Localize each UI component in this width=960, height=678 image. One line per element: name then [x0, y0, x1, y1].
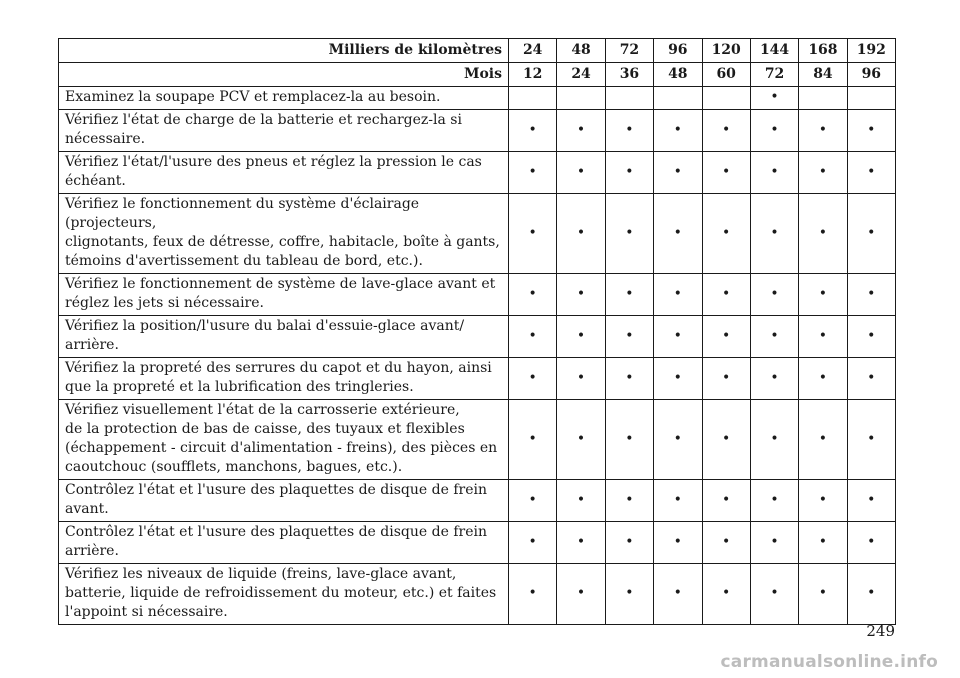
bullet-mark: •	[528, 224, 537, 241]
schedule-cell	[847, 110, 895, 152]
table-row	[59, 194, 896, 274]
bullet-mark: •	[818, 369, 828, 386]
schedule-cell	[799, 522, 847, 564]
table-row	[59, 87, 896, 110]
bullet-mark: •	[528, 430, 537, 447]
schedule-cell	[702, 358, 750, 400]
bullet-mark: •	[673, 285, 682, 302]
task-line: clignotants, feux de détresse, coffre, habitacle, boîte à gants,	[65, 234, 500, 250]
bullet-mark: •	[576, 327, 586, 344]
bullet-mark: •	[625, 533, 634, 550]
task-line: Examinez la soupape PCV et remplacez-la au besoin.	[65, 89, 441, 105]
bullet-mark: •	[818, 224, 828, 241]
schedule-cell	[557, 358, 605, 400]
schedule-cell	[557, 400, 605, 480]
schedule-cell	[702, 480, 750, 522]
bullet-mark: •	[625, 327, 634, 344]
bullet-mark: •	[528, 121, 537, 138]
bullet-mark: •	[673, 327, 682, 344]
bullet-mark: •	[528, 327, 537, 344]
schedule-cell	[702, 316, 750, 358]
schedule-cell	[654, 358, 702, 400]
km-interval-168: 168	[799, 39, 847, 63]
km-interval-144: 144	[750, 39, 798, 63]
table-row	[59, 400, 896, 480]
schedule-cell	[509, 564, 557, 625]
table-row	[59, 152, 896, 194]
bullet-mark: •	[576, 585, 586, 601]
bullet-mark: •	[673, 533, 682, 550]
bullet-mark: •	[722, 585, 731, 601]
bullet-mark: •	[722, 369, 731, 386]
bullet-mark: •	[770, 369, 779, 386]
schedule-cell	[702, 400, 750, 480]
bullet-mark: •	[528, 491, 537, 508]
schedule-cell	[799, 400, 847, 480]
schedule-cell	[799, 194, 847, 274]
bullet-mark: •	[867, 121, 876, 138]
table-row	[59, 274, 896, 316]
schedule-cell	[654, 152, 702, 194]
task-line: caoutchouc (soufflets, manchons, bagues, etc.).	[65, 459, 403, 475]
task-line: échéant.	[65, 173, 126, 189]
bullet-mark: •	[576, 491, 586, 508]
month-interval-12: 12	[509, 63, 557, 87]
table-row	[59, 316, 896, 358]
bullet-mark: •	[673, 369, 682, 386]
schedule-cell	[702, 152, 750, 194]
bullet-mark: •	[625, 585, 634, 601]
bullet-mark: •	[576, 285, 586, 302]
bullet-mark: •	[673, 163, 682, 180]
schedule-cell	[847, 400, 895, 480]
schedule-cell	[702, 110, 750, 152]
bullet-mark: •	[770, 163, 779, 180]
schedule-cell	[750, 480, 798, 522]
schedule-cell	[654, 522, 702, 564]
schedule-cell	[750, 194, 798, 274]
schedule-cell	[605, 110, 653, 152]
bullet-mark: •	[673, 585, 682, 601]
task-line: nécessaire.	[65, 131, 146, 147]
km-interval-192: 192	[847, 39, 895, 63]
task-line: Vérifiez l'état/l'usure des pneus et réglez la pression le cas	[65, 154, 482, 170]
bullet-mark: •	[673, 121, 682, 138]
bullet-mark: •	[576, 369, 586, 386]
bullet-mark: •	[673, 430, 682, 447]
schedule-body	[59, 87, 896, 625]
schedule-cell	[654, 400, 702, 480]
schedule-cell	[654, 110, 702, 152]
bullet-mark: •	[528, 369, 537, 386]
schedule-cell	[557, 194, 605, 274]
task-description	[59, 564, 509, 625]
task-line: arrière.	[65, 543, 119, 559]
bullet-mark: •	[770, 327, 779, 344]
bullet-mark: •	[867, 285, 876, 302]
schedule-cell	[509, 274, 557, 316]
bullet-mark: •	[673, 491, 682, 508]
task-line: réglez les jets si nécessaire.	[65, 295, 264, 311]
bullet-mark: •	[867, 327, 876, 344]
schedule-cell	[654, 274, 702, 316]
bullet-mark: •	[867, 224, 876, 241]
task-line: Vérifiez la propreté des serrures du capot et du hayon, ainsi	[65, 360, 492, 376]
task-line: arrière.	[65, 337, 119, 353]
schedule-cell	[509, 194, 557, 274]
schedule-cell	[654, 480, 702, 522]
schedule-cell	[750, 358, 798, 400]
schedule-cell	[799, 564, 847, 625]
bullet-mark: •	[818, 285, 828, 302]
task-line: Vérifiez le fonctionnement du système d'éclairage (projecteurs,	[65, 196, 420, 231]
task-line: Vérifiez la position/l'usure du balai d'essuie-glace avant/	[65, 318, 465, 334]
schedule-cell	[750, 400, 798, 480]
task-line: batterie, liquide de refroidissement du moteur, etc.) et faites	[65, 585, 497, 601]
month-interval-72: 72	[750, 63, 798, 87]
task-description	[59, 152, 509, 194]
bullet-mark: •	[867, 163, 876, 180]
table-row	[59, 358, 896, 400]
bullet-mark: •	[770, 533, 779, 550]
bullet-mark: •	[722, 533, 731, 550]
task-description	[59, 87, 509, 110]
km-interval-72: 72	[605, 39, 653, 63]
schedule-cell	[799, 316, 847, 358]
schedule-cell	[605, 274, 653, 316]
bullet-mark: •	[722, 491, 731, 508]
schedule-cell	[702, 87, 750, 110]
bullet-mark: •	[625, 491, 634, 508]
bullet-mark: •	[528, 285, 537, 302]
bullet-mark: •	[770, 430, 779, 447]
table-row	[59, 564, 896, 625]
schedule-cell	[557, 522, 605, 564]
task-line: Vérifiez visuellement l'état de la carrosserie extérieure,	[65, 402, 460, 418]
schedule-cell	[750, 110, 798, 152]
schedule-cell	[557, 274, 605, 316]
schedule-cell	[702, 522, 750, 564]
task-line: Vérifiez les niveaux de liquide (freins, lave-glace avant,	[65, 566, 457, 582]
bullet-mark: •	[770, 89, 779, 105]
months-label: Mois	[59, 63, 509, 87]
schedule-cell	[557, 316, 605, 358]
bullet-mark: •	[625, 121, 634, 138]
bullet-mark: •	[770, 224, 779, 241]
task-description	[59, 274, 509, 316]
schedule-cell	[799, 274, 847, 316]
schedule-cell	[509, 522, 557, 564]
bullet-mark: •	[867, 585, 876, 601]
schedule-cell	[654, 194, 702, 274]
schedule-cell	[605, 152, 653, 194]
km-interval-120: 120	[702, 39, 750, 63]
bullet-mark: •	[722, 327, 731, 344]
schedule-cell	[750, 522, 798, 564]
schedule-cell	[750, 152, 798, 194]
bullet-mark: •	[818, 585, 828, 601]
bullet-mark: •	[528, 163, 537, 180]
task-description	[59, 110, 509, 152]
schedule-cell	[557, 480, 605, 522]
schedule-cell	[509, 87, 557, 110]
bullet-mark: •	[625, 163, 634, 180]
schedule-cell	[605, 194, 653, 274]
task-description	[59, 358, 509, 400]
schedule-cell	[847, 522, 895, 564]
bullet-mark: •	[818, 533, 828, 550]
bullet-mark: •	[625, 224, 634, 241]
km-interval-48: 48	[557, 39, 605, 63]
task-line: Contrôlez l'état et l'usure des plaquettes de disque de frein	[65, 482, 487, 498]
task-line: Contrôlez l'état et l'usure des plaquettes de disque de frein	[65, 524, 487, 540]
month-interval-36: 36	[605, 63, 653, 87]
schedule-cell	[557, 564, 605, 625]
schedule-cell	[557, 110, 605, 152]
schedule-cell	[605, 358, 653, 400]
table-row	[59, 522, 896, 564]
schedule-cell	[509, 400, 557, 480]
schedule-cell	[702, 194, 750, 274]
task-line: avant.	[65, 501, 109, 517]
schedule-cell	[847, 358, 895, 400]
task-description	[59, 480, 509, 522]
bullet-mark: •	[818, 121, 828, 138]
schedule-cell	[509, 480, 557, 522]
schedule-cell	[702, 564, 750, 625]
schedule-cell	[847, 274, 895, 316]
schedule-cell	[847, 87, 895, 110]
bullet-mark: •	[722, 163, 731, 180]
task-line: Vérifiez l'état de charge de la batterie et rechargez-la si	[65, 112, 462, 128]
bullet-mark: •	[528, 533, 537, 550]
bullet-mark: •	[867, 430, 876, 447]
bullet-mark: •	[818, 163, 828, 180]
bullet-mark: •	[867, 491, 876, 508]
schedule-cell	[509, 316, 557, 358]
bullet-mark: •	[576, 430, 586, 447]
bullet-mark: •	[673, 224, 682, 241]
task-line: (échappement - circuit d'alimentation - freins), des pièces en	[65, 440, 498, 456]
bullet-mark: •	[867, 369, 876, 386]
bullet-mark: •	[818, 430, 828, 447]
bullet-mark: •	[576, 163, 586, 180]
schedule-cell	[557, 152, 605, 194]
schedule-cell	[750, 87, 798, 110]
table-row	[59, 480, 896, 522]
task-line: que la propreté et la lubrification des tringleries.	[65, 379, 414, 395]
bullet-mark: •	[576, 224, 586, 241]
schedule-cell	[509, 358, 557, 400]
watermark: carmanualsonline.info	[720, 652, 938, 672]
bullet-mark: •	[818, 327, 828, 344]
schedule-cell	[799, 87, 847, 110]
schedule-cell	[799, 110, 847, 152]
schedule-cell	[605, 480, 653, 522]
bullet-mark: •	[770, 585, 779, 601]
bullet-mark: •	[625, 369, 634, 386]
schedule-cell	[799, 152, 847, 194]
task-description	[59, 522, 509, 564]
task-line: de la protection de bas de caisse, des tuyaux et flexibles	[65, 421, 465, 437]
bullet-mark: •	[625, 430, 634, 447]
schedule-cell	[750, 274, 798, 316]
bullet-mark: •	[722, 121, 731, 138]
schedule-cell	[605, 87, 653, 110]
bullet-mark: •	[625, 285, 634, 302]
schedule-cell	[702, 274, 750, 316]
bullet-mark: •	[576, 121, 586, 138]
schedule-cell	[605, 522, 653, 564]
bullet-mark: •	[722, 285, 731, 302]
task-description	[59, 316, 509, 358]
schedule-cell	[605, 316, 653, 358]
schedule-cell	[605, 564, 653, 625]
month-interval-84: 84	[799, 63, 847, 87]
table-row	[59, 110, 896, 152]
schedule-cell	[750, 316, 798, 358]
task-line: témoins d'avertissement du tableau de bord, etc.).	[65, 253, 423, 269]
schedule-cell	[847, 480, 895, 522]
month-interval-48: 48	[654, 63, 702, 87]
task-description	[59, 194, 509, 274]
schedule-cell	[654, 316, 702, 358]
schedule-cell	[654, 87, 702, 110]
month-interval-60: 60	[702, 63, 750, 87]
page-number: 249	[866, 622, 895, 640]
km-interval-24: 24	[509, 39, 557, 63]
schedule-cell	[654, 564, 702, 625]
schedule-cell	[750, 564, 798, 625]
bullet-mark: •	[770, 491, 779, 508]
maintenance-schedule-table	[58, 38, 896, 625]
header-row-months	[59, 63, 896, 87]
schedule-cell	[847, 152, 895, 194]
km-interval-96: 96	[654, 39, 702, 63]
bullet-mark: •	[867, 533, 876, 550]
header-row-kilometers	[59, 39, 896, 63]
bullet-mark: •	[770, 121, 779, 138]
task-line: l'appoint si nécessaire.	[65, 604, 228, 620]
bullet-mark: •	[722, 224, 731, 241]
task-description	[59, 400, 509, 480]
bullet-mark: •	[722, 430, 731, 447]
bullet-mark: •	[576, 533, 586, 550]
schedule-cell	[847, 316, 895, 358]
schedule-cell	[605, 400, 653, 480]
bullet-mark: •	[528, 585, 537, 601]
schedule-cell	[799, 480, 847, 522]
schedule-cell	[509, 152, 557, 194]
month-interval-96: 96	[847, 63, 895, 87]
month-interval-24: 24	[557, 63, 605, 87]
bullet-mark: •	[770, 285, 779, 302]
schedule-cell	[509, 110, 557, 152]
bullet-mark: •	[818, 491, 828, 508]
schedule-cell	[847, 564, 895, 625]
task-line: Vérifiez le fonctionnement de système de lave-glace avant et	[65, 276, 496, 292]
schedule-cell	[557, 87, 605, 110]
schedule-cell	[847, 194, 895, 274]
kilometers-label: Milliers de kilomètres	[59, 39, 509, 63]
schedule-cell	[799, 358, 847, 400]
